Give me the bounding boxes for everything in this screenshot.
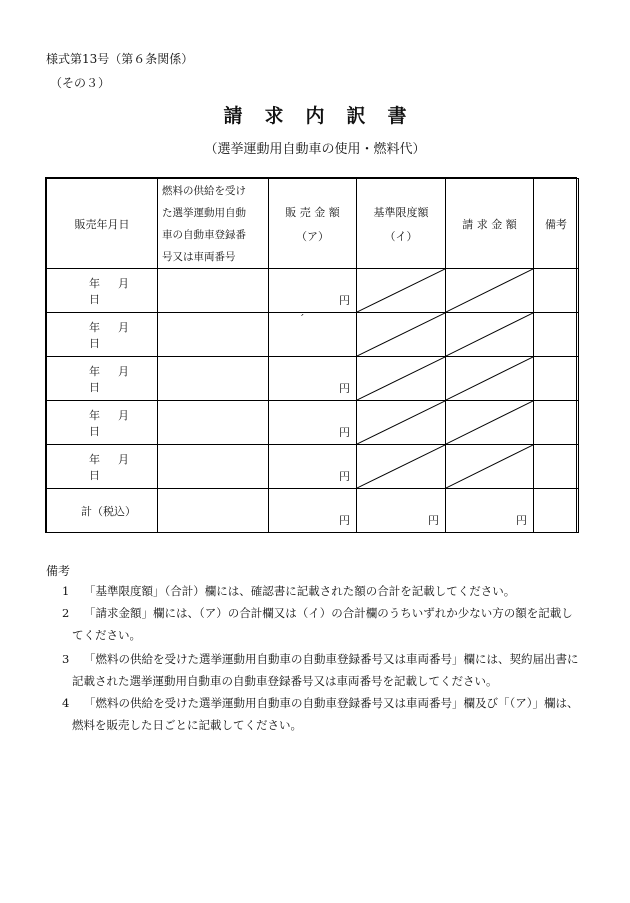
base-limit-cell — [357, 313, 446, 357]
header-base-limit: 基準限度額 （イ） — [357, 179, 446, 269]
note-item-1: 1 「基準限度額」（合計）欄には、確認書に記載された額の合計を記載してください。 — [62, 584, 516, 598]
claim-amount-cell — [446, 445, 534, 489]
total-remarks-cell[interactable] — [534, 489, 579, 533]
remarks-cell[interactable] — [534, 269, 579, 313]
remarks-cell[interactable] — [534, 401, 579, 445]
note-item-4: 4 「燃料の供給を受けた選挙運動用自動車の自動車登録番号又は車両番号」欄及び「（ア）」欄は、 燃料を販売した日ごとに記載してください。 — [62, 696, 579, 732]
header-sales-amount: 販 売 金 額 （ア） — [269, 179, 357, 269]
table-row — [47, 269, 579, 313]
base-limit-cell — [357, 269, 446, 313]
sales-amount-cell[interactable]: ˊ — [269, 313, 357, 357]
claim-amount-cell — [446, 313, 534, 357]
header-date: 販売年月日 — [47, 179, 158, 269]
invoice-table — [46, 178, 579, 533]
header-claim-amount: 請 求 金 額 — [446, 179, 534, 269]
header-remarks: 備考 — [534, 179, 579, 269]
remarks-cell[interactable] — [534, 357, 579, 401]
vehicle-number-cell[interactable] — [158, 445, 269, 489]
vehicle-number-cell[interactable] — [158, 269, 269, 313]
date-cell[interactable]: 年 月日 — [47, 269, 158, 313]
total-row — [47, 489, 579, 533]
base-limit-cell — [357, 401, 446, 445]
total-label: 計（税込） — [47, 489, 158, 533]
note-item-3: 3 「燃料の供給を受けた選挙運動用自動車の自動車登録番号又は車両番号」欄には、契約届出書に 記載された選挙運動用自動車の自動車登録番号又は車両番号を記載してください。 — [62, 652, 579, 688]
vehicle-number-cell[interactable] — [158, 401, 269, 445]
vehicle-number-cell[interactable] — [158, 357, 269, 401]
table-row — [47, 401, 579, 445]
date-cell[interactable]: 年 月日 — [47, 313, 158, 357]
base-limit-cell — [357, 357, 446, 401]
table-row — [47, 357, 579, 401]
table-row — [47, 313, 579, 357]
table-header-row — [47, 179, 579, 269]
header-vehicle-number: 燃料の供給を受け た選挙運動用自動 車の自動車登録番 号又は車両番号 — [158, 179, 269, 269]
claim-amount-cell — [446, 269, 534, 313]
total-vehicle-cell — [158, 489, 269, 533]
sub-number: （その３） — [50, 76, 111, 90]
base-limit-cell — [357, 445, 446, 489]
sales-amount-cell[interactable]: 円 — [269, 401, 357, 445]
total-claim-amount-cell[interactable]: 円 — [446, 489, 534, 533]
sales-amount-cell[interactable]: 円 — [269, 269, 357, 313]
total-base-limit-cell[interactable]: 円 — [357, 489, 446, 533]
sales-amount-cell[interactable]: 円 — [269, 357, 357, 401]
remarks-cell[interactable] — [534, 445, 579, 489]
note-item-2: 2 「請求金額」欄には、（ア）の合計欄又は（イ）の合計欄のうちいずれか少ない方の額を記載し てください。 — [62, 606, 573, 642]
date-cell[interactable]: 年 月日 — [47, 357, 158, 401]
date-cell[interactable]: 年 月日 — [47, 401, 158, 445]
remarks-cell[interactable] — [534, 313, 579, 357]
table-row — [47, 445, 579, 489]
form-number: 様式第13号（第６条関係） — [46, 52, 194, 66]
claim-amount-cell — [446, 357, 534, 401]
page-subtitle: （選挙運動用自動車の使用・燃料代） — [204, 142, 426, 157]
notes-heading: 備考 — [46, 564, 71, 578]
claim-amount-cell — [446, 401, 534, 445]
total-sales-amount-cell[interactable]: 円 — [269, 489, 357, 533]
sales-amount-cell[interactable]: 円 — [269, 445, 357, 489]
date-cell[interactable]: 年 月日 — [47, 445, 158, 489]
page-title: 請求内訳書 — [223, 105, 429, 127]
vehicle-number-cell[interactable] — [158, 313, 269, 357]
